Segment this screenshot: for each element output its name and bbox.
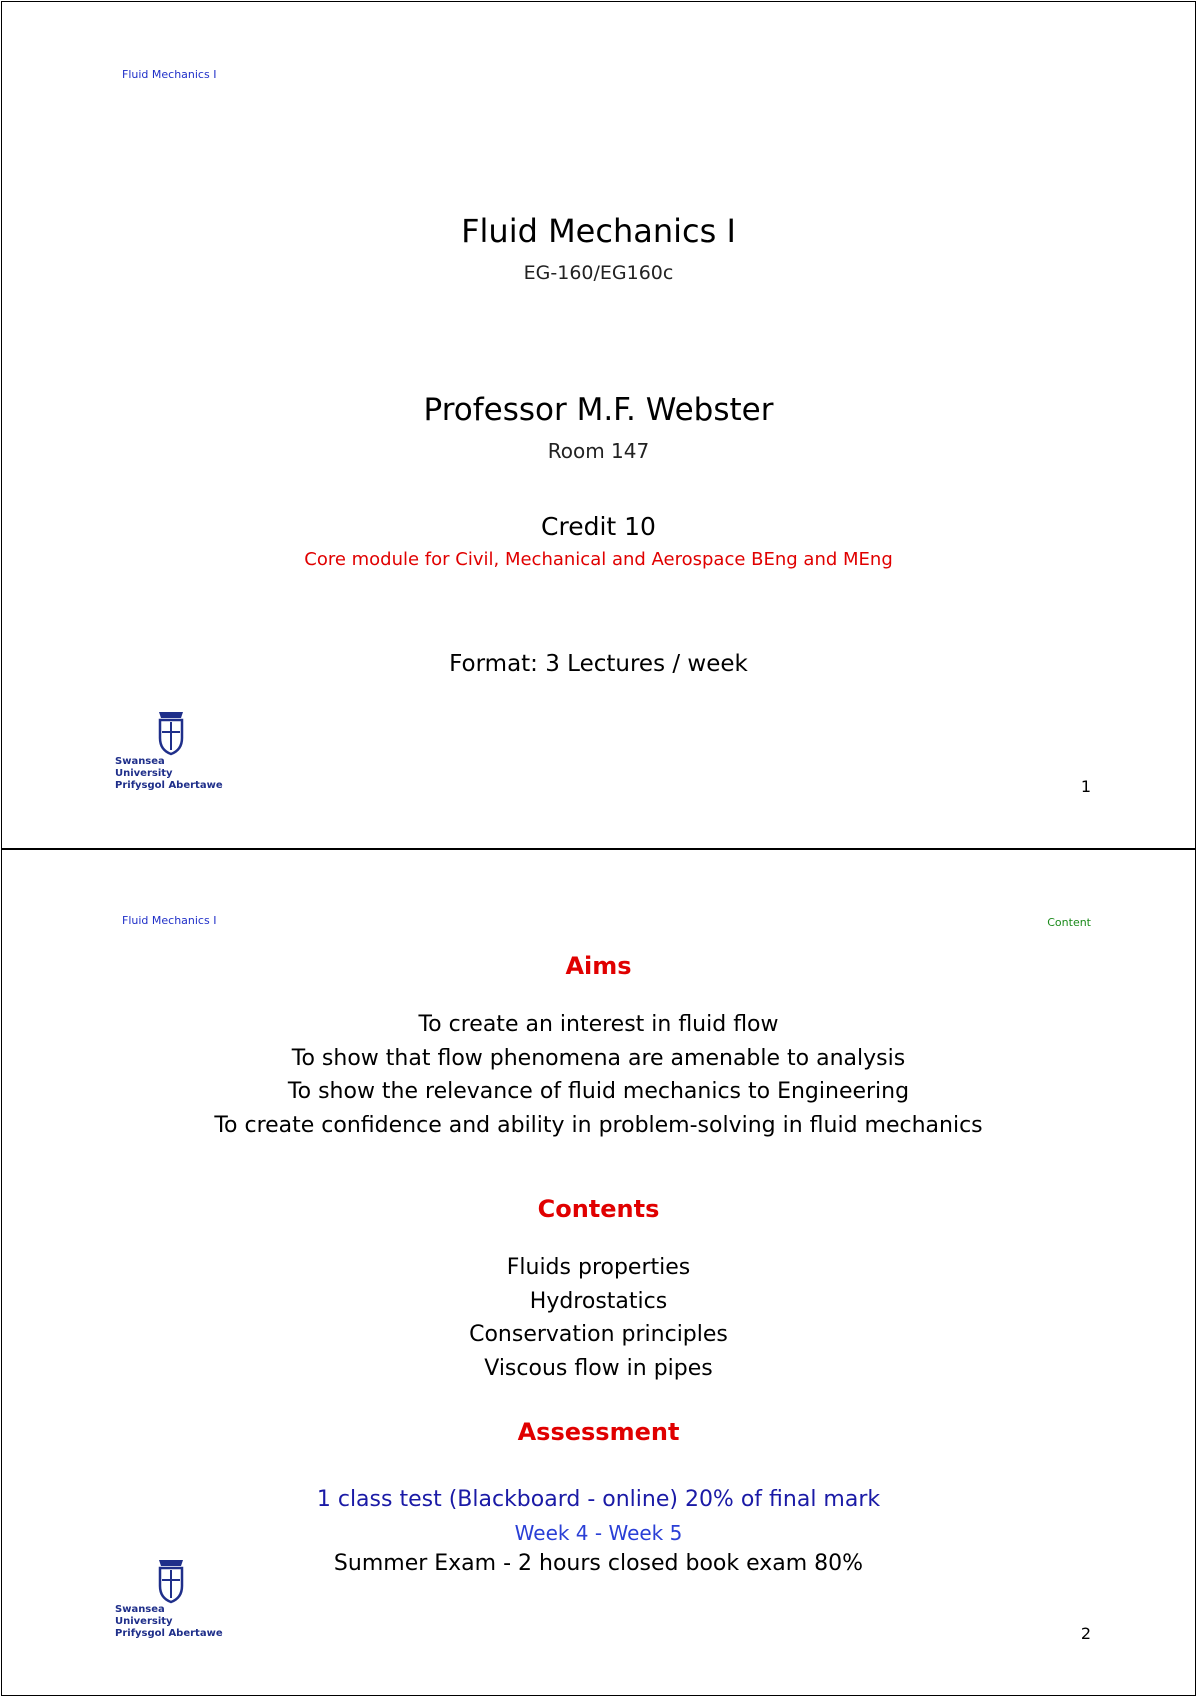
content-item: Conservation principles [469, 1322, 728, 1347]
logo-text-english: Swansea University [115, 756, 173, 779]
logo-text-english: Swansea University [115, 1604, 173, 1627]
logo-text-welsh: Prifysgol Abertawe [115, 780, 223, 791]
module-code: EG-160/EG160c [523, 262, 674, 284]
university-logo [115, 1558, 225, 1640]
page-number: 1 [1080, 777, 1091, 796]
format-text: Format: 3 Lectures / week [449, 651, 748, 677]
page-number: 2 [1080, 1624, 1091, 1643]
aims-heading: Aims [565, 952, 632, 980]
crest-icon [155, 1558, 187, 1604]
assessment-heading: Assessment [517, 1418, 680, 1446]
slide-title: Fluid Mechanics I [461, 212, 736, 250]
crest-icon [155, 710, 187, 756]
slide-2 [1, 849, 1196, 1696]
contents-heading: Contents [537, 1195, 660, 1223]
header-label: Fluid Mechanics I [122, 68, 217, 81]
aim-item: To show that flow phenomena are amenable to analysis [291, 1046, 906, 1071]
aim-item: To show the relevance of fluid mechanics to Engineering [287, 1079, 910, 1104]
exam-text: Summer Exam - 2 hours closed book exam 80% [333, 1551, 864, 1576]
credit-label: Credit 10 [541, 512, 656, 541]
professor-name: Professor M.F. Webster [423, 392, 774, 428]
content-item: Hydrostatics [529, 1289, 668, 1314]
logo-text-welsh: Prifysgol Abertawe [115, 1628, 223, 1639]
aim-item: To create confidence and ability in problem-solving in fluid mechanics [214, 1113, 983, 1138]
test-weeks-text: Week 4 - Week 5 [514, 1521, 683, 1545]
room-number: Room 147 [547, 439, 650, 463]
aim-item: To create an interest in fluid flow [418, 1012, 779, 1037]
content-item: Viscous flow in pipes [484, 1356, 713, 1381]
slide-1 [1, 1, 1196, 849]
university-logo [115, 710, 225, 792]
header-label: Fluid Mechanics I [122, 914, 217, 927]
content-item: Fluids properties [506, 1255, 691, 1280]
core-module-text: Core module for Civil, Mechanical and Aerospace BEng and MEng [304, 549, 893, 570]
section-tag: Content [1047, 916, 1091, 929]
class-test-text: 1 class test (Blackboard - online) 20% of final mark [316, 1487, 881, 1512]
